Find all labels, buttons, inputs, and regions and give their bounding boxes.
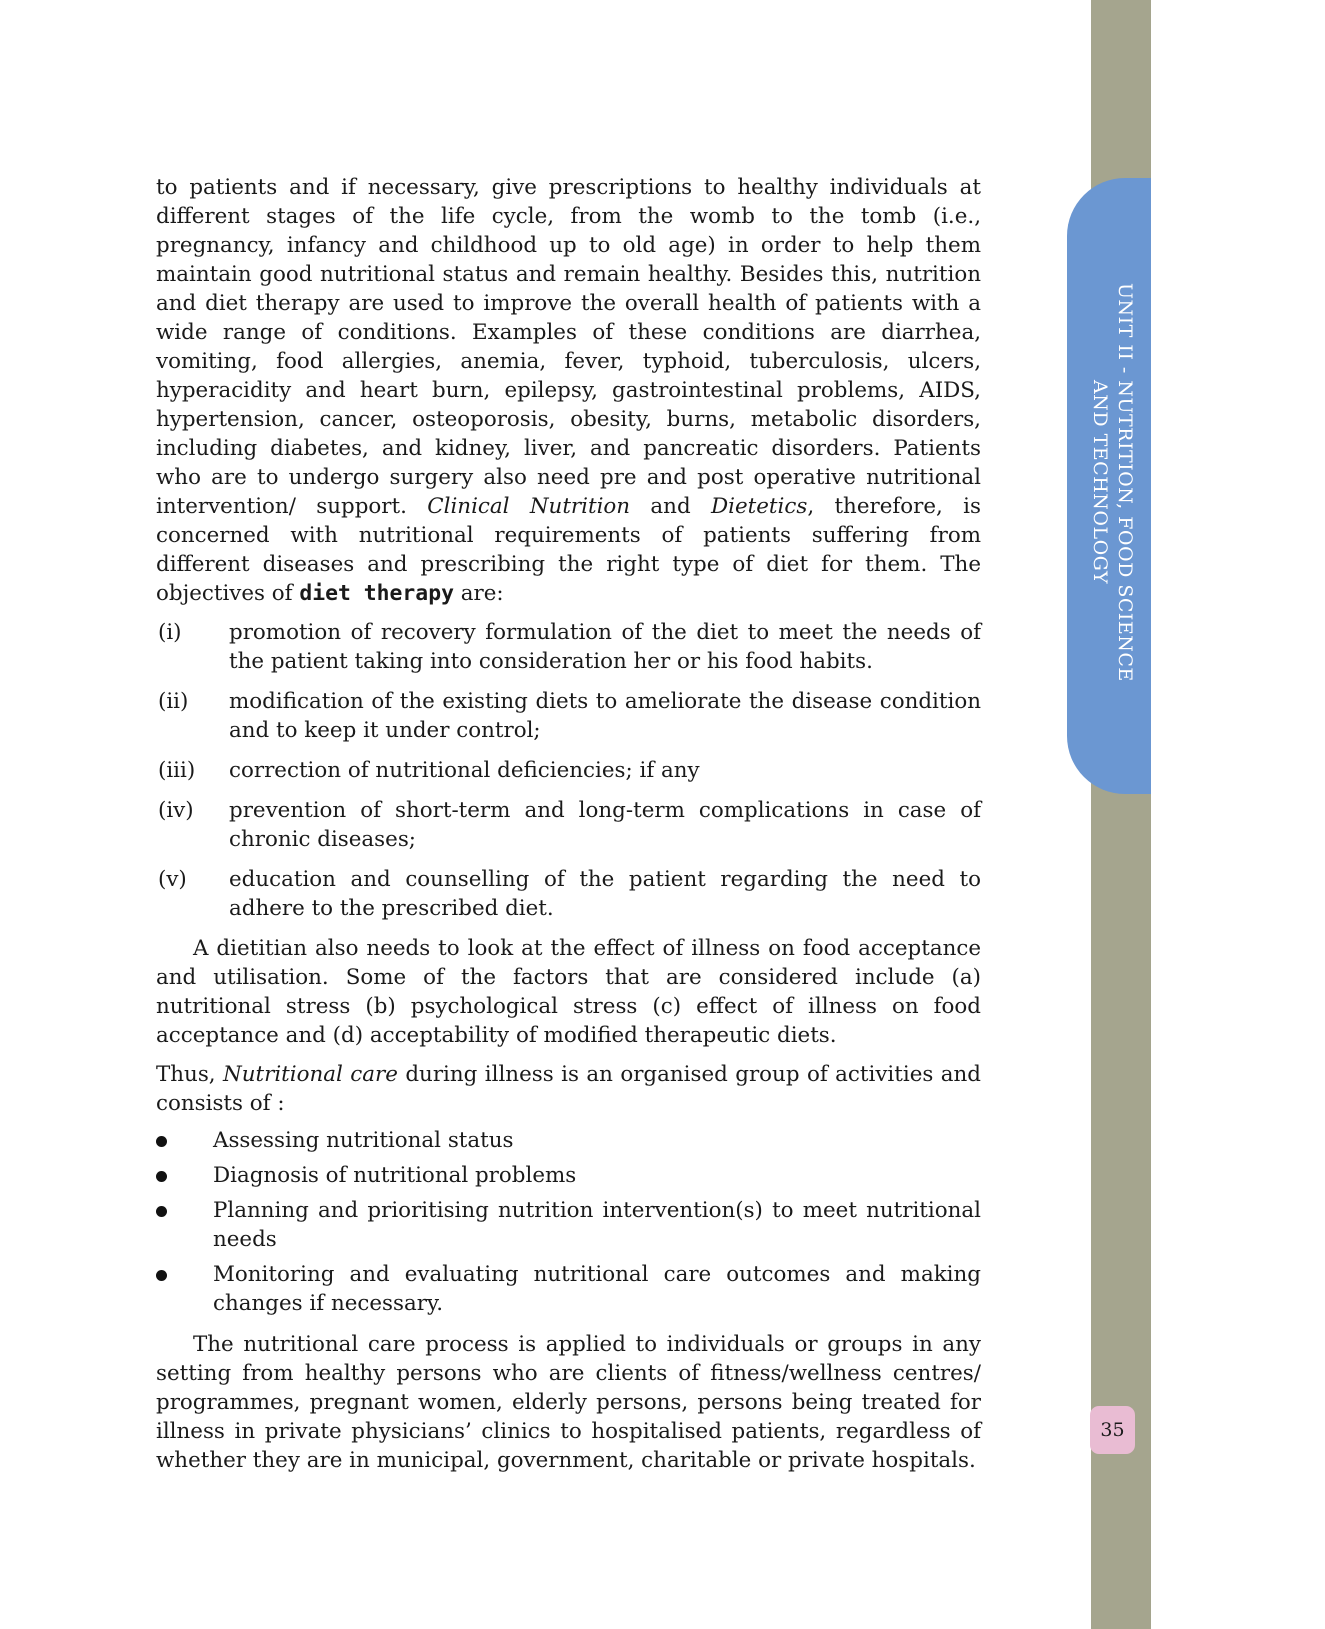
bullet-icon xyxy=(156,1270,167,1281)
list-item: (iii) correction of nutritional deficiencies; if any xyxy=(158,758,700,783)
term-nutritional-care: Nutritional care xyxy=(223,1062,398,1087)
list-item: Assessing nutritional status xyxy=(156,1126,981,1155)
term-diet-therapy: diet therapy xyxy=(299,581,454,606)
paragraph-care-process: The nutritional care process is applied to individuals or groups in any setting from healthy persons who are clients of fitness/wellness centres/ programmes, pregnant women, elderly persons, persons being treated for illness in private physicians’ clinics to hospitalised patients, regardless of whether they are in municipal, government, charitable or private hospitals. xyxy=(156,1332,981,1473)
list-item: (i) promotion of recovery formulation of the diet to meet the needs of the patient taking into consideration her or his food habits. xyxy=(158,620,981,674)
list-marker: (iii) xyxy=(158,758,196,783)
bullet-icon xyxy=(156,1136,167,1147)
term-dietetics: Dietetics xyxy=(711,494,808,519)
care-steps-list xyxy=(156,1126,981,1318)
list-marker: (i) xyxy=(158,620,182,645)
list-marker: (iv) xyxy=(158,798,194,823)
bullet-icon xyxy=(156,1206,167,1217)
list-item: Monitoring and evaluating nutritional care outcomes and making changes if necessary. xyxy=(156,1260,981,1318)
page-content xyxy=(156,173,981,1475)
list-item: (ii) modification of the existing diets to ameliorate the disease condition and to keep it under control; xyxy=(158,689,981,743)
list-item: (v) education and counselling of the patient regarding the need to adhere to the prescribed diet. xyxy=(158,867,981,921)
list-marker: (v) xyxy=(158,867,187,892)
page-number: 35 xyxy=(1090,1406,1135,1454)
objectives-list xyxy=(156,618,981,923)
paragraph-dietitian: A dietitian also needs to look at the effect of illness on food acceptance and utilisation. Some of the factors that are considered include (a) nutritional stress (b) psychological stress (c) effect of illness on food acceptance and (d) acceptability of modified therapeutic diets. xyxy=(156,936,981,1048)
paragraph-intro: to patients and if necessary, give prescriptions to healthy individuals at different stages of the life cycle, from the womb to the tomb (i.e., pregnancy, infancy and childhood up to old age) in order to help them maintain good nutritional status and remain healthy. Besides this, nutrition and diet therapy are used to improve the overall health of patients with a wide range of conditions. Examples of these conditions are diarrhea, vomiting, food allergies, anemia, fever, typhoid, tuberculosis, ulcers, hyperacidity and heart burn, epilepsy, gastrointestinal problems, AIDS, hypertension, cancer, osteoporosis, obesity, burns, metabolic disorders, including diabetes, and kidney, liver, and pancreatic disorders. Patients who are to undergo surgery also need pre and post operative nutritional intervention/ support. Clinical Nutrition and Dietetics, therefore, is concerned with nutritional requirements of patients suffering from different diseases and prescribing the right type of diet for them. The objectives of diet therapy are: xyxy=(156,175,982,606)
unit-title: UNIT II - NUTRITION, FOOD SCIENCE AND TECHNOLOGY xyxy=(1089,282,1136,682)
list-item: (iv) prevention of short-term and long-term complications in case of chronic diseases; xyxy=(158,798,981,852)
list-marker: (ii) xyxy=(158,689,189,714)
list-item: Diagnosis of nutritional problems xyxy=(156,1161,981,1190)
bullet-icon xyxy=(156,1171,167,1182)
list-item: Planning and prioritising nutrition intervention(s) to meet nutritional needs xyxy=(156,1196,981,1254)
term-clinical-nutrition: Clinical Nutrition xyxy=(427,494,631,519)
paragraph-nutritional-care: Thus, Nutritional care during illness is an organised group of activities and consists of : xyxy=(156,1062,981,1116)
